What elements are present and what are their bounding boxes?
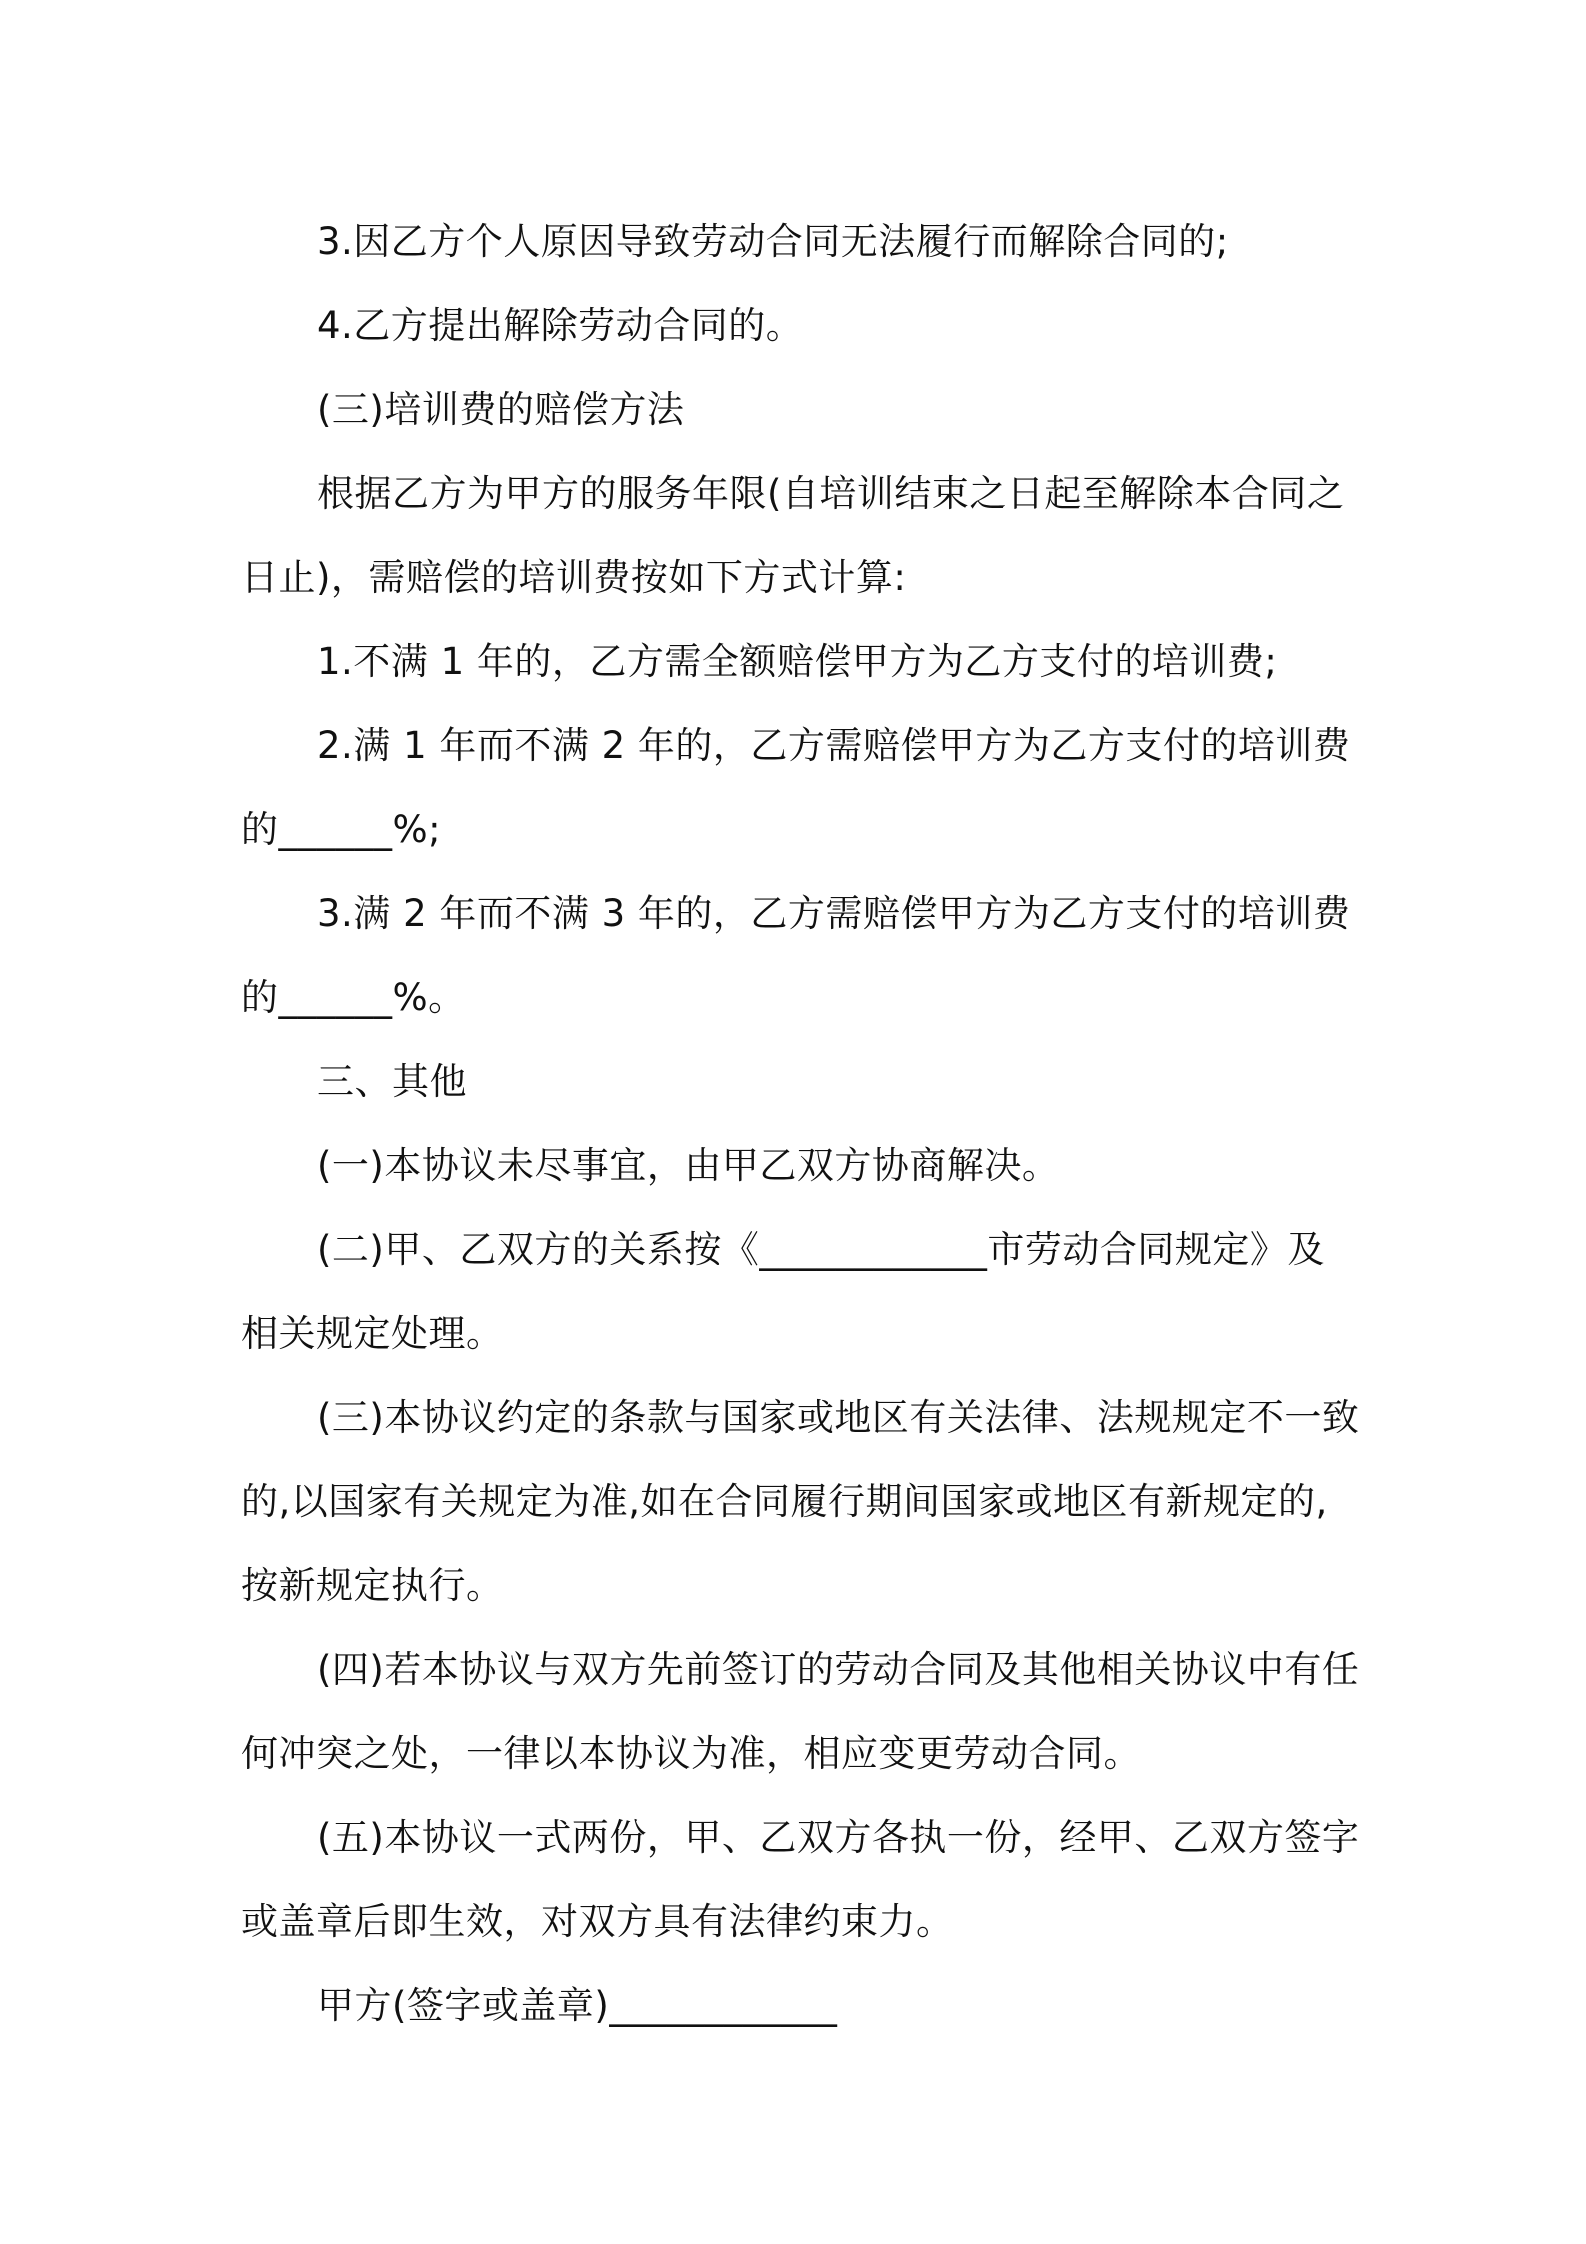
section-heading-compensation-method: (三)培训费的赔偿方法 xyxy=(317,388,685,431)
party-a-signature-line: 甲方(签字或盖章)____________ xyxy=(317,1984,838,2027)
clause-3-personal-reason: 3.因乙方个人原因导致劳动合同无法履行而解除合同的; xyxy=(317,220,1229,263)
section-heading-other: 三、其他 xyxy=(317,1060,467,1103)
compensation-rule-2: 2.满 1 年而不满 2 年的，乙方需赔偿甲方为乙方支付的培训费的______%; xyxy=(241,724,1351,851)
compensation-rule-1: 1.不满 1 年的，乙方需全额赔偿甲方为乙方支付的培训费; xyxy=(317,640,1278,683)
other-clause-2: (二)甲、乙双方的关系按《____________市劳动合同规定》及相关规定处理。 xyxy=(241,1228,1325,1355)
other-clause-3: (三)本协议约定的条款与国家或地区有关法律、法规规定不一致的,以国家有关规定为准,如在合同履行期间国家或地区有新规定的,按新规定执行。 xyxy=(241,1396,1360,1607)
other-clause-1: (一)本协议未尽事宜，由甲乙双方协商解决。 xyxy=(317,1144,1060,1187)
clause-4-termination-request: 4.乙方提出解除劳动合同的。 xyxy=(317,304,804,347)
compensation-rule-3: 3.满 2 年而不满 3 年的，乙方需赔偿甲方为乙方支付的培训费的______%。 xyxy=(241,892,1351,1019)
other-clause-5: (五)本协议一式两份，甲、乙双方各执一份，经甲、乙双方签字或盖章后即生效，对双方具有法律约束力。 xyxy=(241,1816,1360,1943)
other-clause-4: (四)若本协议与双方先前签订的劳动合同及其他相关协议中有任何冲突之处，一律以本协议为准，相应变更劳动合同。 xyxy=(241,1648,1360,1775)
document-body xyxy=(241,200,1361,2048)
compensation-intro: 根据乙方为甲方的服务年限(自培训结束之日起至解除本合同之日止)，需赔偿的培训费按如下方式计算: xyxy=(241,472,1345,599)
